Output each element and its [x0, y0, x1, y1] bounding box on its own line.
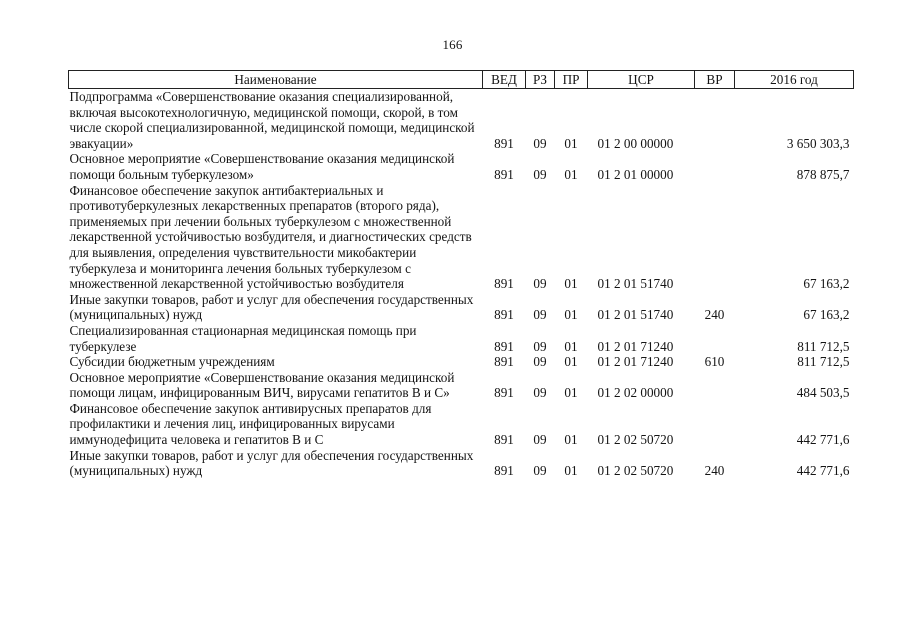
header-name: Наименование — [69, 71, 483, 89]
row-name: Иные закупки товаров, работ и услуг для обеспечения государственных (муниципальных) нужд — [69, 447, 474, 479]
row-vr: 610 — [704, 354, 725, 370]
row-ved: 891 — [494, 338, 514, 354]
row-amount: 442 771,6 — [796, 432, 850, 448]
row-rz: 09 — [533, 338, 547, 354]
row-name: Подпрограмма «Совершенствование оказания специализированной, включая высокотехнологичную, медицинской помощи, скорой, в том числе скорой специализированной, медицинской помощи, медицинской эвакуации» — [69, 89, 475, 151]
row-csr: 01 2 01 51740 — [597, 276, 674, 292]
row-rz: 09 — [533, 166, 547, 182]
table-row — [69, 370, 854, 401]
row-vr — [695, 183, 735, 292]
row-rz: 09 — [533, 432, 547, 448]
row-pr: 01 — [564, 385, 578, 401]
row-rz: 09 — [533, 354, 547, 370]
row-vr: 240 — [704, 463, 725, 479]
budget-table — [68, 70, 854, 479]
header-vr: ВР — [695, 71, 735, 89]
table-row — [69, 354, 854, 370]
row-pr: 01 — [564, 354, 578, 370]
row-amount: 67 163,2 — [803, 307, 850, 323]
row-csr: 01 2 02 50720 — [597, 463, 674, 479]
row-csr: 01 2 02 50720 — [597, 432, 674, 448]
row-ved: 891 — [494, 307, 514, 323]
row-ved: 891 — [494, 166, 514, 182]
row-csr: 01 2 01 51740 — [597, 307, 674, 323]
page-number: 166 — [442, 37, 463, 52]
header-csr: ЦСР — [588, 71, 695, 89]
row-amount: 442 771,6 — [796, 463, 850, 479]
row-ved: 891 — [494, 276, 514, 292]
row-amount: 3 650 303,3 — [786, 135, 850, 151]
table-row — [69, 89, 854, 152]
row-csr: 01 2 01 71240 — [597, 354, 674, 370]
table-row — [69, 183, 854, 292]
row-name: Финансовое обеспечение закупок антибактериальных и противотуберкулезных лекарственных препаратов (второго ряда), применяемых при лечении больных туберкулезом с множественной лекарственной устойчивостью возбудителя, и диагностических средств для выявления, определения чувствительности микобактерии туберкулеза и мониторинга лечения больных туберкулезом с множественной лекарственной устойчивостью возбудителя — [69, 182, 472, 292]
row-rz: 09 — [533, 385, 547, 401]
row-ved: 891 — [494, 432, 514, 448]
row-name: Субсидии бюджетным учреждениям — [69, 354, 275, 370]
row-pr: 01 — [564, 338, 578, 354]
table-header — [69, 71, 854, 89]
row-rz: 09 — [533, 276, 547, 292]
row-csr: 01 2 01 71240 — [597, 338, 674, 354]
row-ved: 891 — [494, 354, 514, 370]
row-csr: 01 2 00 00000 — [597, 135, 674, 151]
row-rz: 09 — [533, 307, 547, 323]
table-row — [69, 292, 854, 323]
header-pr: ПР — [555, 71, 588, 89]
row-ved: 891 — [494, 385, 514, 401]
row-name: Основное мероприятие «Совершенствование оказания медицинской помощи больным туберкулезом» — [69, 151, 455, 182]
row-vr — [695, 89, 735, 152]
row-vr — [695, 370, 735, 401]
row-amount: 811 712,5 — [797, 354, 850, 370]
table-row — [69, 323, 854, 354]
row-csr: 01 2 02 00000 — [597, 385, 674, 401]
row-name: Финансовое обеспечение закупок антивирусных препаратов для профилактики и лечения лиц, инфицированных вирусами иммунодефицита человека и гепатитов В и С — [69, 400, 432, 448]
header-ved: ВЕД — [483, 71, 526, 89]
row-pr: 01 — [564, 135, 578, 151]
row-vr: 240 — [704, 307, 725, 323]
row-amount: 811 712,5 — [797, 338, 850, 354]
row-rz: 09 — [533, 463, 547, 479]
row-amount: 67 163,2 — [803, 276, 850, 292]
row-name: Иные закупки товаров, работ и услуг для обеспечения государственных (муниципальных) нужд — [69, 291, 474, 323]
row-vr — [695, 323, 735, 354]
row-rz: 09 — [533, 135, 547, 151]
header-amount: 2016 год — [735, 71, 854, 89]
table-row — [69, 401, 854, 448]
row-pr: 01 — [564, 463, 578, 479]
table-row — [69, 151, 854, 182]
row-pr: 01 — [564, 276, 578, 292]
row-pr: 01 — [564, 307, 578, 323]
row-ved: 891 — [494, 463, 514, 479]
table-row — [69, 448, 854, 479]
row-vr — [695, 151, 735, 182]
row-vr — [695, 401, 735, 448]
row-name: Основное мероприятие «Совершенствование оказания медицинской помощи лицам, инфицированным ВИЧ, вирусами гепатитов В и С» — [69, 369, 455, 401]
row-pr: 01 — [564, 166, 578, 182]
row-pr: 01 — [564, 432, 578, 448]
table-body — [69, 89, 854, 479]
row-amount: 878 875,7 — [796, 166, 850, 182]
row-csr: 01 2 01 00000 — [597, 166, 674, 182]
row-amount: 484 503,5 — [796, 385, 850, 401]
header-rz: РЗ — [526, 71, 555, 89]
row-name: Специализированная стационарная медицинская помощь при туберкулезе — [69, 322, 417, 354]
row-ved: 891 — [494, 135, 514, 151]
